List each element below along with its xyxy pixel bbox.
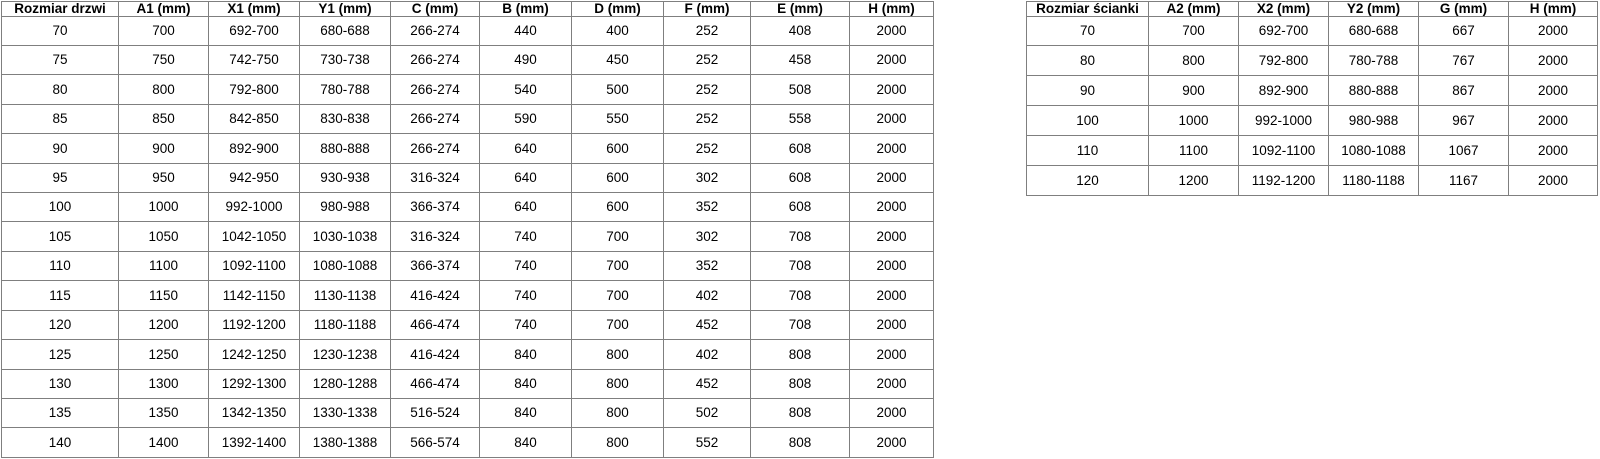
table-cell: 540 [480,75,572,104]
table-cell: 352 [664,193,751,222]
table-cell: 75 [2,45,119,74]
table-cell: 692-700 [1239,16,1329,46]
table-cell: 1350 [119,398,209,427]
table-cell: 730-738 [300,45,391,74]
table-cell: 2000 [850,310,934,339]
table-cell: 80 [2,75,119,104]
table-cell: 105 [2,222,119,251]
table-cell: 1142-1150 [209,281,300,310]
table-cell: 1280-1288 [300,369,391,398]
column-header: A2 (mm) [1149,2,1239,17]
table-cell: 110 [1027,136,1149,166]
table-cell: 408 [751,16,850,45]
table-cell: 1100 [119,251,209,280]
table-cell: 800 [1149,46,1239,76]
table-cell: 302 [664,163,751,192]
table-cell: 840 [480,428,572,458]
table-row [2,163,934,192]
table-cell: 992-1000 [209,193,300,222]
table-row [2,428,934,458]
table-cell: 2000 [850,369,934,398]
table-cell: 680-688 [300,16,391,45]
table-cell: 90 [2,134,119,163]
table-row [2,104,934,133]
table-cell: 1000 [119,193,209,222]
table-cell: 366-374 [391,251,480,280]
column-header: G (mm) [1419,2,1509,17]
table-cell: 2000 [850,398,934,427]
table-cell: 992-1000 [1239,106,1329,136]
table-row [2,222,934,251]
column-header: E (mm) [751,2,850,17]
table-cell: 900 [1149,76,1239,106]
table-row [1027,106,1598,136]
table-cell: 490 [480,45,572,74]
table-cell: 1330-1338 [300,398,391,427]
column-header: X1 (mm) [209,2,300,17]
table-cell: 90 [1027,76,1149,106]
table-cell: 842-850 [209,104,300,133]
table-cell: 640 [480,163,572,192]
table-cell: 700 [572,251,664,280]
table-cell: 130 [2,369,119,398]
table-row [1027,46,1598,76]
table-cell: 2000 [1509,136,1598,166]
table-cell: 402 [664,340,751,369]
table-row [2,75,934,104]
table-cell: 667 [1419,16,1509,46]
table-cell: 508 [751,75,850,104]
table-cell: 252 [664,16,751,45]
table-cell: 600 [572,163,664,192]
table-cell: 400 [572,16,664,45]
table-row [2,251,934,280]
header-row [2,2,934,17]
table-cell: 640 [480,193,572,222]
table-cell: 100 [1027,106,1149,136]
table-cell: 742-750 [209,45,300,74]
table-cell: 1150 [119,281,209,310]
table-cell: 850 [119,104,209,133]
table-cell: 416-424 [391,340,480,369]
table-cell: 252 [664,75,751,104]
column-header: D (mm) [572,2,664,17]
table-cell: 266-274 [391,134,480,163]
column-header: C (mm) [391,2,480,17]
table-cell: 95 [2,163,119,192]
table-cell: 1192-1200 [1239,166,1329,196]
table-cell: 466-474 [391,369,480,398]
table-cell: 85 [2,104,119,133]
table-cell: 800 [572,398,664,427]
table-cell: 100 [2,193,119,222]
table-cell: 900 [119,134,209,163]
table-cell: 1167 [1419,166,1509,196]
table-cell: 2000 [850,340,934,369]
table-cell: 1242-1250 [209,340,300,369]
table-cell: 780-788 [1329,46,1419,76]
column-header: Rozmiar drzwi [2,2,119,17]
table-cell: 1130-1138 [300,281,391,310]
table-cell: 1300 [119,369,209,398]
column-header: X2 (mm) [1239,2,1329,17]
table-cell: 1092-1100 [1239,136,1329,166]
table-row [2,193,934,222]
table-cell: 800 [119,75,209,104]
table-cell: 808 [751,428,850,458]
table-cell: 880-888 [300,134,391,163]
table-cell: 452 [664,369,751,398]
table-cell: 402 [664,281,751,310]
table-cell: 967 [1419,106,1509,136]
table-cell: 980-988 [1329,106,1419,136]
column-header: Rozmiar ścianki [1027,2,1149,17]
table-cell: 808 [751,340,850,369]
table-cell: 2000 [850,251,934,280]
table-cell: 608 [751,134,850,163]
table-cell: 416-424 [391,281,480,310]
table-cell: 1080-1088 [1329,136,1419,166]
table-cell: 700 [1149,16,1239,46]
table-cell: 1067 [1419,136,1509,166]
table-row [2,369,934,398]
table-cell: 608 [751,163,850,192]
table-cell: 1400 [119,428,209,458]
column-header: A1 (mm) [119,2,209,17]
header-row [1027,2,1598,17]
table-cell: 552 [664,428,751,458]
table-cell: 1042-1050 [209,222,300,251]
table-cell: 316-324 [391,222,480,251]
table-cell: 1200 [119,310,209,339]
table-row [2,16,934,45]
table-cell: 840 [480,369,572,398]
table-cell: 590 [480,104,572,133]
column-header: F (mm) [664,2,751,17]
table-cell: 740 [480,310,572,339]
table-cell: 830-838 [300,104,391,133]
table-cell: 1030-1038 [300,222,391,251]
table-row [1027,76,1598,106]
table-cell: 2000 [1509,166,1598,196]
table-cell: 2000 [850,134,934,163]
table-cell: 1180-1188 [1329,166,1419,196]
table-cell: 516-524 [391,398,480,427]
table-cell: 70 [2,16,119,45]
table-cell: 2000 [850,45,934,74]
table-cell: 252 [664,104,751,133]
table-cell: 2000 [850,104,934,133]
table-cell: 708 [751,222,850,251]
table-cell: 700 [572,222,664,251]
table-cell: 800 [572,369,664,398]
table-cell: 950 [119,163,209,192]
table-cell: 2000 [1509,16,1598,46]
table-cell: 700 [119,16,209,45]
table-cell: 502 [664,398,751,427]
table-cell: 1392-1400 [209,428,300,458]
table-cell: 840 [480,340,572,369]
table-cell: 366-374 [391,193,480,222]
table-cell: 740 [480,222,572,251]
table-cell: 2000 [850,193,934,222]
table-cell: 1230-1238 [300,340,391,369]
table-cell: 892-900 [209,134,300,163]
table-cell: 2000 [850,222,934,251]
table-cell: 700 [572,310,664,339]
table-cell: 252 [664,134,751,163]
table-cell: 780-788 [300,75,391,104]
table-cell: 708 [751,251,850,280]
table-cell: 740 [480,251,572,280]
table-row [2,45,934,74]
table-cell: 266-274 [391,16,480,45]
table-cell: 980-988 [300,193,391,222]
table-cell: 680-688 [1329,16,1419,46]
table-cell: 70 [1027,16,1149,46]
table-cell: 708 [751,281,850,310]
table-row [2,281,934,310]
table-cell: 792-800 [209,75,300,104]
table-cell: 120 [2,310,119,339]
table-cell: 125 [2,340,119,369]
table-cell: 942-950 [209,163,300,192]
table-cell: 1092-1100 [209,251,300,280]
table-cell: 792-800 [1239,46,1329,76]
door-sizes-table [1,1,934,458]
column-header: Y1 (mm) [300,2,391,17]
table-cell: 808 [751,369,850,398]
table-cell: 466-474 [391,310,480,339]
column-header: H (mm) [1509,2,1598,17]
column-header: H (mm) [850,2,934,17]
table-cell: 1100 [1149,136,1239,166]
table-cell: 2000 [850,75,934,104]
table-cell: 1050 [119,222,209,251]
table-cell: 558 [751,104,850,133]
table-cell: 302 [664,222,751,251]
table-cell: 120 [1027,166,1149,196]
table-row [1027,166,1598,196]
table-cell: 892-900 [1239,76,1329,106]
table-cell: 266-274 [391,75,480,104]
table-cell: 708 [751,310,850,339]
table-cell: 458 [751,45,850,74]
table-cell: 2000 [850,163,934,192]
table-cell: 500 [572,75,664,104]
table-cell: 252 [664,45,751,74]
table-cell: 1000 [1149,106,1239,136]
table-cell: 1080-1088 [300,251,391,280]
table-cell: 2000 [1509,46,1598,76]
table-cell: 640 [480,134,572,163]
table-cell: 1380-1388 [300,428,391,458]
table-cell: 1292-1300 [209,369,300,398]
table-cell: 266-274 [391,45,480,74]
table-cell: 608 [751,193,850,222]
table-cell: 600 [572,193,664,222]
table-cell: 550 [572,104,664,133]
table-cell: 2000 [850,16,934,45]
table-cell: 1342-1350 [209,398,300,427]
table-row [2,134,934,163]
table-cell: 740 [480,281,572,310]
table-cell: 880-888 [1329,76,1419,106]
table-cell: 1192-1200 [209,310,300,339]
table-cell: 867 [1419,76,1509,106]
table-row [2,340,934,369]
table-cell: 800 [572,340,664,369]
table-cell: 700 [572,281,664,310]
table-cell: 2000 [1509,76,1598,106]
table-cell: 930-938 [300,163,391,192]
column-header: Y2 (mm) [1329,2,1419,17]
table-cell: 600 [572,134,664,163]
table-cell: 2000 [1509,106,1598,136]
table-cell: 80 [1027,46,1149,76]
table-cell: 767 [1419,46,1509,76]
column-header: B (mm) [480,2,572,17]
table-cell: 266-274 [391,104,480,133]
wall-panel-sizes-table [1026,1,1598,196]
table-cell: 2000 [850,281,934,310]
table-cell: 452 [664,310,751,339]
table-cell: 692-700 [209,16,300,45]
table-cell: 1180-1188 [300,310,391,339]
table-cell: 450 [572,45,664,74]
table-cell: 750 [119,45,209,74]
table-cell: 800 [572,428,664,458]
table-cell: 2000 [850,428,934,458]
table-row [2,310,934,339]
table-cell: 352 [664,251,751,280]
table-row [1027,136,1598,166]
table-cell: 808 [751,398,850,427]
table-cell: 840 [480,398,572,427]
table-row [2,398,934,427]
table-cell: 135 [2,398,119,427]
table-cell: 1250 [119,340,209,369]
table-cell: 110 [2,251,119,280]
table-cell: 1200 [1149,166,1239,196]
table-cell: 115 [2,281,119,310]
table-cell: 566-574 [391,428,480,458]
table-row [1027,16,1598,46]
table-cell: 316-324 [391,163,480,192]
table-cell: 140 [2,428,119,458]
table-cell: 440 [480,16,572,45]
